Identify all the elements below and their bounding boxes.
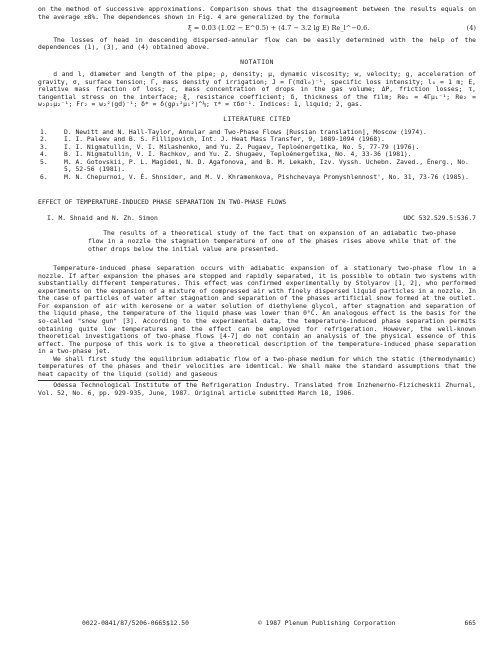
reference-item: 3. I. I. Nigmatullin, V. I. Milashenko, and Yu. Z. Pugaev, Teploénergetika, No. 5, 77-79 (1976). (40, 143, 420, 151)
notation-text: d and l, diameter and length of the pipe; ρ, density; μ, dynamic viscosity; w, velocity; g, acceleration of gravity, σ, surface tension; Γ, mass density of irrigation; J = Γ(πdl₀)⁻¹, specific loss intensity; l₀ = 1 m; E, relative mass fraction of loss; c, mass concentration of drops in the gas volume; ΔP, friction losses; τ, tangential stress on the interface; ξ, resistance coefficient; δ, thickness of the film; Re₁ = 4Γμ₁⁻¹; Re₂ = w₂ρ₂μ₂⁻¹; Fr₂ = w₂²(gd)⁻¹; δ* = δ(gρ₁²μ₁²)^⅓; τ* = τδσ⁻¹. Indices: 1, liquid; 2, gas. (38, 71, 476, 109)
reference-item: 4. B. I. Nigmatullin, V. I. Rachkov, and Yu. Z. Shugaev, Teploénergetika, No. 4, 33-36 (1981). (40, 151, 412, 159)
footnote: Odessa Technological Institute of the Refrigeration Industry. Translated from Inzhenerno-Fizicheskii Zhurnal, Vol. 52, No. 6, pp. 929-935, June, 1987. Original article submitted March 18, 1986. (38, 382, 476, 397)
reference-item: 5. M. A. Gotovskii, P. L. Magidei, N. D. Agafonova, and B. M. Lekakh, Izv. Vyssh. Uchebn. Zaved., Énerg., No. 5, 52-56 (1981). (40, 158, 469, 174)
reference-list (38, 129, 476, 182)
literature-heading: LITERATURE CITED (223, 116, 291, 124)
reference-item: 1. D. Newitt and N. Hall-Taylor, Annular and Two-Phase Flows [Russian translation], Moscow (1974). (40, 128, 427, 136)
authors: I. M. Shnaid and N. Zh. Simon (47, 214, 158, 222)
authors-row (47, 215, 476, 223)
page-footer (38, 620, 476, 628)
conclusion-paragraph: The losses of head in descending dispersed-annular flow can be easily determined with the help of the dependences (1), (3), and (4) obtained above. (38, 36, 476, 52)
page-number: 665 (464, 620, 476, 627)
formula-number: (4) (466, 24, 476, 33)
body-paragraph: Temperature-induced phase separation occurs with adiabatic expansion of a stationary two-phase flow in a nozzle. If after expansion the phases are stopped and rapidly separated, it is possible to obtain two systems with substantially different temperatures. This effect was confirmed experimentally by Stolyarov [1, 2], who performed experiments on the expansion of a mixture of compressed air with finely dispersed liquid particles in a nozzle. In the case of particles of water after stagnation and separation of the phases artificial snow formed at the outlet. For expansion of air with kerosene or a water solution of diethylene glycol, after stagnation and separation of the liquid phase, the temperature of the liquid phase was lower than 0°C. An analogous effect is the basis for the so-called "snow gun" [3]. According to the experimental data, the temperature-induced phase separation permits obtaining quite low temperatures and the effect can be employed for refrigeration. However, the well-known theoretical investigations of two-phase flows [4-7] do not contain an analysis of the physical essence of this effect. The purpose of this work is to give a theoretical description of the temperature-induced phase separation in a two-phase jet. (38, 265, 476, 356)
footnote-rule (38, 380, 198, 381)
intro-paragraph: on the method of successive approximations. Comparison shows that the disagreement between the results equals on the average ±8%. The dependences shown in Fig. 4 are generalized by the formula (38, 6, 476, 21)
notation-heading: NOTATION (240, 58, 274, 66)
section-gap (38, 181, 476, 193)
article-title: EFFECT OF TEMPERATURE-INDUCED PHASE SEPARATION IN TWO-PHASE FLOWS (38, 199, 287, 207)
formula-row (38, 25, 476, 33)
reference-item: 2. I. I. Paleev and B. S. Fillipovich, Int. J. Heat Mass Transfer, 9, 1089-1094 (1968). (40, 136, 385, 144)
udc-code: UDC 532.529.5:536.7 (403, 214, 476, 222)
abstract: The results of a theoretical study of the fact that on expansion of an adiabatic two-phase flow in a nozzle the stagnation temperature of one of the phases rises above while that of the other drops below the initial value are presented. (88, 230, 456, 253)
formula: ξ = 0.03 (1.02 − E^0.5) + (4.7 − 3.2 lg E) Re_l^−0.6. (188, 24, 370, 33)
reference-item: 6. M. N. Chepurnoi, V. É. Shnsider, and M. V. Khramenkova, Pishchevaya Promyshlennost', No. 31, 73-76 (1985). (40, 173, 469, 181)
copyright: © 1987 Plenum Publishing Corporation (257, 620, 396, 627)
article-code: 0022-0841/87/5206-0665$12.50 (82, 620, 189, 627)
body-paragraph: We shall first study the equilibrium adiabatic flow of a two-phase medium for which the static (thermodynamic) temperatures of the phases and their velocities are identical. We shall make the standard assumptions that the heat capacity of the liquid (solid) and gaseous (38, 355, 476, 378)
